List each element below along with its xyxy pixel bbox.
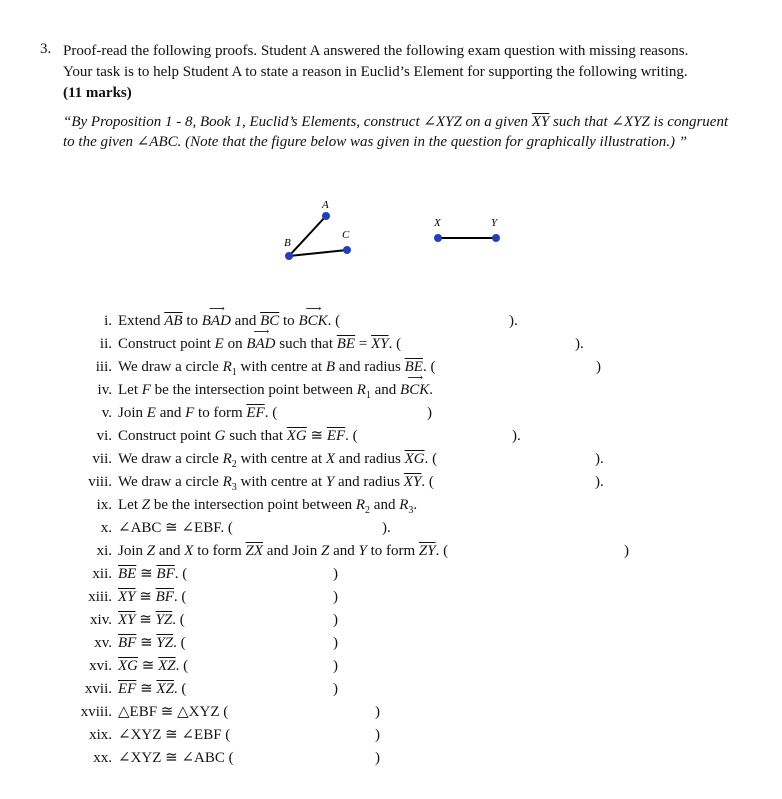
proof-step [97,381,433,405]
step-text: Let [118,382,142,398]
step-text: X [184,543,194,559]
step-text: = [355,336,372,352]
proof-step [92,565,188,583]
step-text: R [222,451,232,467]
proof-step [96,542,449,560]
proof-step [101,404,278,422]
step-text: ≅ [135,589,156,605]
step-text: $\overline{ZX}$ [245,543,264,559]
step-text: and [230,313,261,329]
reason-blank-close: ) [333,589,338,605]
step-text: We draw a circle [118,474,223,490]
reason-blank-close: ) [624,543,629,559]
proof-step [90,611,185,629]
step-text: $\overline{XG}$ [286,428,307,444]
step-text: Join [118,543,147,559]
step-text: to form [366,543,419,559]
step-text: 1 [231,367,237,378]
step-text: 2 [231,459,237,470]
step-text: R [222,474,232,490]
step-text: such that [225,428,287,444]
quote-text-b: such that ∠XYZ is congruent to the given ∠ABC. (Note that the figure below was given in the question for graphically illustration.) ” [63,114,729,150]
reason-blank-close: ) [333,566,338,582]
step-text: ≅ [138,658,159,674]
step-text: with centre at [236,451,326,467]
proof-step [96,427,358,445]
proof-step [100,519,233,537]
step-text: to form [193,543,246,559]
step-text: R [399,497,409,513]
step-text: $\overline{YZ}$ [156,635,174,651]
step-text: . ( [435,543,449,559]
step-number: xiv. [90,612,112,628]
step-text: ⟶ BAD [246,335,275,353]
step-text: F [185,405,195,421]
step-number: viii. [88,474,112,490]
step-text: Join [118,405,147,421]
step-text: $\overline{BE}$ [336,336,356,352]
step-text: and radius [335,451,405,467]
step-text: . ( [172,612,185,628]
step-text: . ( [174,566,188,582]
step-text: R [222,359,232,375]
step-text: to [279,313,299,329]
step-text: Construct point [118,428,215,444]
step-text: E [214,336,224,352]
quote-text-a: “By Proposition 1 - 8, Book 1, Euclid’s Elements, construct ∠XYZ on a given [63,114,532,130]
step-text: and [329,543,359,559]
step-text: . [429,382,433,398]
step-text: Construct point [118,336,215,352]
step-text: $\overline{BE}$ [404,359,423,375]
proof-step [104,312,341,330]
step-text: and Join [263,543,321,559]
proof-step [94,634,186,652]
quote-segment: $\overline{XY}$ [531,114,550,130]
step-text: . ( [173,589,187,605]
step-number: xvi. [89,658,112,674]
reason-blank-close: ) [375,750,380,766]
step-text: R [355,497,366,513]
step-text: $\overline{YZ}$ [155,612,173,628]
step-text: F [141,382,151,398]
step-text: $\overline{BF}$ [118,635,137,651]
step-text: with centre at [236,359,326,375]
step-text: Z [141,497,151,513]
proof-step [92,450,438,474]
step-text: $\overline{BF}$ [155,589,174,605]
label-A: A [322,199,329,211]
step-text: $\overline{ZY}$ [418,543,436,559]
step-text: ≅ [136,681,157,697]
reason-blank-close: ) [596,359,601,375]
label-X: X [434,217,441,229]
step-text: $\overline{XG}$ [404,451,425,467]
reason-blank-close: ) [427,405,432,421]
question-number: 3. [40,41,52,57]
step-text: ≅ [135,612,156,628]
step-text: to [182,313,202,329]
step-number: xix. [89,727,112,743]
step-text: $\overline{XY}$ [371,336,389,352]
step-text: Y [358,543,367,559]
step-text: be the intersection point between [150,497,356,513]
step-text: ∠XYZ ≅ ∠EBF ( [118,727,231,743]
reason-blank-close: ) [333,658,338,674]
step-text: R [356,382,366,398]
step-text: $\overline{BC}$ [260,313,280,329]
proof-step [99,335,402,353]
step-text: B [325,359,336,375]
step-text: . ( [388,336,402,352]
step-text: G [214,428,226,444]
step-text: $\overline{BF}$ [156,566,175,582]
step-text: ⟶ BCK [298,312,327,330]
step-number: iv. [97,382,112,398]
step-text: $\overline{XZ}$ [158,658,176,674]
step-text: $\overline{XY}$ [403,474,422,490]
step-text: . ( [422,359,436,375]
step-text: $\overline{AB}$ [164,313,183,329]
proof-step [89,657,189,675]
step-text: $\overline{XY}$ [118,612,136,628]
step-text: We draw a circle [118,451,223,467]
step-text: ≅ [136,635,157,651]
step-text: . ( [345,428,358,444]
proof-step [95,358,436,382]
step-number: xi. [96,543,112,559]
reason-blank-close: ) [333,635,338,651]
step-text: and [370,497,400,513]
step-text: ∠XYZ ≅ ∠ABC ( [118,750,234,766]
step-text: Z [146,543,156,559]
step-text: Extend [118,313,165,329]
proof-step [88,588,187,606]
step-text: and [370,382,401,398]
label-B: B [284,237,291,249]
step-text: and [155,543,185,559]
step-text: $\overline{EF}$ [118,681,137,697]
step-text: . ( [421,474,434,490]
label-C: C [342,229,350,241]
step-text: . ( [173,635,186,651]
step-text: $\overline{BE}$ [118,566,137,582]
step-text: 2 [365,505,371,516]
reason-blank-close: ). [512,428,521,444]
step-number: x. [100,520,112,536]
step-text: 3 [408,505,414,516]
step-text: $\overline{XZ}$ [156,681,174,697]
step-text: 1 [365,390,371,401]
reason-blank-close: ). [509,313,518,329]
label-Y: Y [491,217,498,229]
step-text: be the intersection point between [150,382,357,398]
reason-blank-close: ). [575,336,584,352]
step-text: $\overline{EF}$ [246,405,265,421]
step-text: X [325,451,336,467]
marks: (11 marks) [63,85,132,101]
step-text: ⟶ BCK [400,381,429,399]
step-text: such that [275,336,337,352]
step-text: . ( [264,405,278,421]
step-text: Let [118,497,142,513]
step-number: vii. [92,451,112,467]
step-number: iii. [95,359,112,375]
step-text: . [413,497,418,513]
step-number: v. [101,405,112,421]
proof-step [93,749,234,767]
step-text: and radius [334,474,404,490]
reason-blank-close: ). [595,451,604,467]
step-text: Y [325,474,335,490]
step-number: xii. [92,566,112,582]
step-text: . ( [173,681,187,697]
step-text: and radius [335,359,405,375]
step-number: xx. [93,750,112,766]
step-text: $\overline{EF}$ [326,428,346,444]
step-text: 3 [231,482,237,493]
reason-blank-close: ) [375,704,380,720]
intro-line-2: Your task is to help Student A to state a reason in Euclid’s Element for supporting the following writing. [63,64,688,80]
step-text: with centre at [236,474,326,490]
step-text: on [223,336,247,352]
proof-step [96,496,418,520]
step-text: to form [194,405,247,421]
reason-blank-close: ) [375,727,380,743]
reason-blank-close: ). [595,474,604,490]
step-text: E [146,405,156,421]
intro-line-1: Proof-read the following proofs. Student A answered the following exam question with missing reasons. [63,43,689,59]
proof-step [89,726,231,744]
proof-step [80,703,229,721]
step-text: We draw a circle [118,359,223,375]
step-text: . ( [424,451,438,467]
step-text: $\overline{XG}$ [118,658,138,674]
step-text: △EBF ≅ △XYZ ( [118,704,229,720]
step-text: ⟶ BAD [202,312,231,330]
proof-step [84,680,187,698]
step-text: ≅ [136,566,157,582]
step-number: ix. [96,497,112,513]
step-number: vi. [96,428,112,444]
reason-blank-close: ) [333,612,338,628]
step-number: xviii. [80,704,112,720]
step-number: ii. [99,336,112,352]
step-text: ∠ABC ≅ ∠EBF. ( [118,520,233,536]
step-text: ≅ [306,428,327,444]
proof-step [88,473,434,497]
step-number: i. [104,313,112,329]
step-number: xvii. [84,681,112,697]
step-number: xv. [94,635,112,651]
step-text: . ( [175,658,189,674]
reason-blank-close: ) [333,681,338,697]
step-text: Z [320,543,330,559]
step-text: $\overline{XY}$ [118,589,136,605]
step-text: and [155,405,186,421]
step-number: xiii. [88,589,112,605]
step-text: . ( [327,313,341,329]
reason-blank-close: ). [382,520,391,536]
